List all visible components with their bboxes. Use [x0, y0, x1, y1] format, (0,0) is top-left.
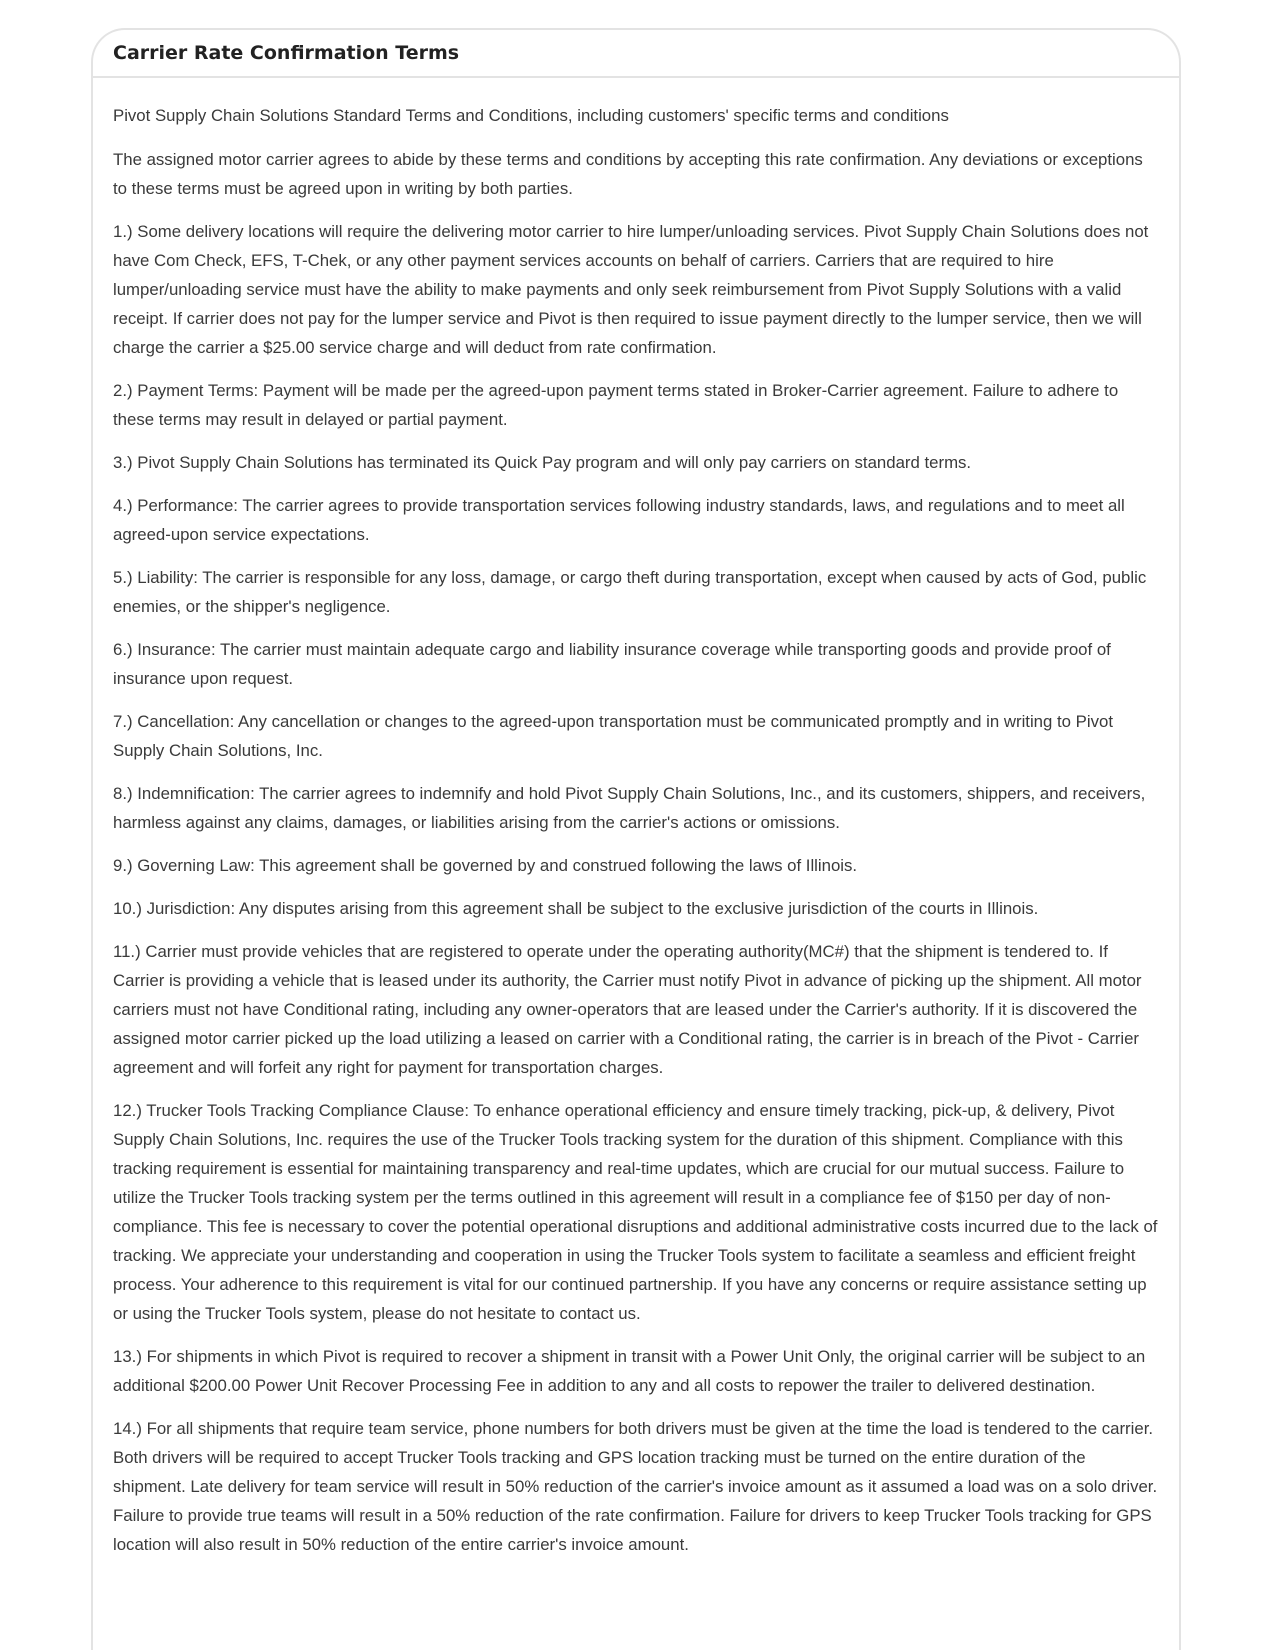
- term-11: 11.) Carrier must provide vehicles that are registered to operate under the operating authority(MC#) that the shipment is tendered to. If Carrier is providing a vehicle that is leased under its authority, the Carrier must notify Pivot in advance of picking up the shipment. All motor carriers must not have Conditional rating, including any owner-operators that are leased under the Carrier's authority. If it is discovered the assigned motor carrier picked up the load utilizing a leased on carrier with a Conditional rating, the carrier is in breach of the Pivot - Carrier agreement and will forfeit any right for payment for transportation charges.: [113, 942, 1142, 1077]
- term-9: 9.) Governing Law: This agreement shall be governed by and construed following the laws of Illinois.: [113, 856, 858, 875]
- term-8: 8.) Indemnification: The carrier agrees to indemnify and hold Pivot Supply Chain Solutions, Inc., and its customers, shippers, and receivers, harmless against any claims, damages, or liabilities arising from the carrier's actions or omissions.: [113, 784, 1146, 832]
- card-body: [93, 78, 1179, 1559]
- term-13: 13.) For shipments in which Pivot is required to recover a shipment in transit with a Power Unit Only, the original carrier will be subject to an additional $200.00 Power Unit Recover Processing Fee in addition to any and all costs to repower the trailer to delivered destination.: [113, 1347, 1146, 1395]
- intro-text: Pivot Supply Chain Solutions Standard Terms and Conditions, including customers' specific terms and conditions: [113, 106, 949, 125]
- term-3: 3.) Pivot Supply Chain Solutions has terminated its Quick Pay program and will only pay carriers on standard terms.: [113, 453, 972, 472]
- term-7: 7.) Cancellation: Any cancellation or changes to the agreed-upon transportation must be communicated promptly and in writing to Pivot Supply Chain Solutions, Inc.: [113, 712, 1113, 760]
- term-4: 4.) Performance: The carrier agrees to provide transportation services following industry standards, laws, and regulations and to meet all agreed-upon service expectations.: [113, 496, 1125, 544]
- terms-card: [91, 28, 1181, 1650]
- agreement-text: The assigned motor carrier agrees to abide by these terms and conditions by accepting this rate confirmation. Any deviations or exceptions to these terms must be agreed upon in writing by both parties.: [113, 150, 1143, 198]
- card-title: Carrier Rate Confirmation Terms: [113, 42, 460, 64]
- term-10: 10.) Jurisdiction: Any disputes arising from this agreement shall be subject to the exclusive jurisdiction of the courts in Illinois.: [113, 899, 1039, 918]
- term-12: 12.) Trucker Tools Tracking Compliance Clause: To enhance operational efficiency and ensure timely tracking, pick-up, & delivery, Pivot Supply Chain Solutions, Inc. requires the use of the Trucker Tools tracking system for the duration of this shipment. Compliance with this tracking requirement is essential for maintaining transparency and real-time updates, which are crucial for our mutual success. Failure to utilize the Trucker Tools tracking system per the terms outlined in this agreement will result in a compliance fee of $150 per day of non-compliance. This fee is necessary to cover the potential operational disruptions and additional administrative costs incurred due to the lack of tracking. We appreciate your understanding and cooperation in using the Trucker Tools system to facilitate a seamless and efficient freight process. Your adherence to this requirement is vital for our continued partnership. If you have any concerns or require assistance setting up or using the Trucker Tools system, please do not hesitate to contact us.: [113, 1101, 1158, 1323]
- card-header: [93, 30, 1179, 78]
- term-2: 2.) Payment Terms: Payment will be made per the agreed-upon payment terms stated in Broker-Carrier agreement. Failure to adhere to these terms may result in delayed or partial payment.: [113, 381, 1119, 429]
- term-6: 6.) Insurance: The carrier must maintain adequate cargo and liability insurance coverage while transporting goods and provide proof of insurance upon request.: [113, 640, 1111, 688]
- term-5: 5.) Liability: The carrier is responsible for any loss, damage, or cargo theft during transportation, except when caused by acts of God, public enemies, or the shipper's negligence.: [113, 568, 1147, 616]
- term-14: 14.) For all shipments that require team service, phone numbers for both drivers must be given at the time the load is tendered to the carrier. Both drivers will be required to accept Trucker Tools tracking and GPS location tracking must be turned on the entire duration of the shipment. Late delivery for team service will result in 50% reduction of the carrier's invoice amount as it assumed a load was on a solo driver. Failure to provide true teams will result in a 50% reduction of the rate confirmation. Failure for drivers to keep Trucker Tools tracking for GPS location will also result in 50% reduction of the entire carrier's invoice amount.: [113, 1419, 1158, 1554]
- term-1: 1.) Some delivery locations will require the delivering motor carrier to hire lumper/unloading services. Pivot Supply Chain Solutions does not have Com Check, EFS, T-Chek, or any other payment services accounts on behalf of carriers. Carriers that are required to hire lumper/unloading service must have the ability to make payments and only seek reimbursement from Pivot Supply Solutions with a valid receipt. If carrier does not pay for the lumper service and Pivot is then required to issue payment directly to the lumper service, then we will charge the carrier a $25.00 service charge and will deduct from rate confirmation.: [113, 222, 1149, 357]
